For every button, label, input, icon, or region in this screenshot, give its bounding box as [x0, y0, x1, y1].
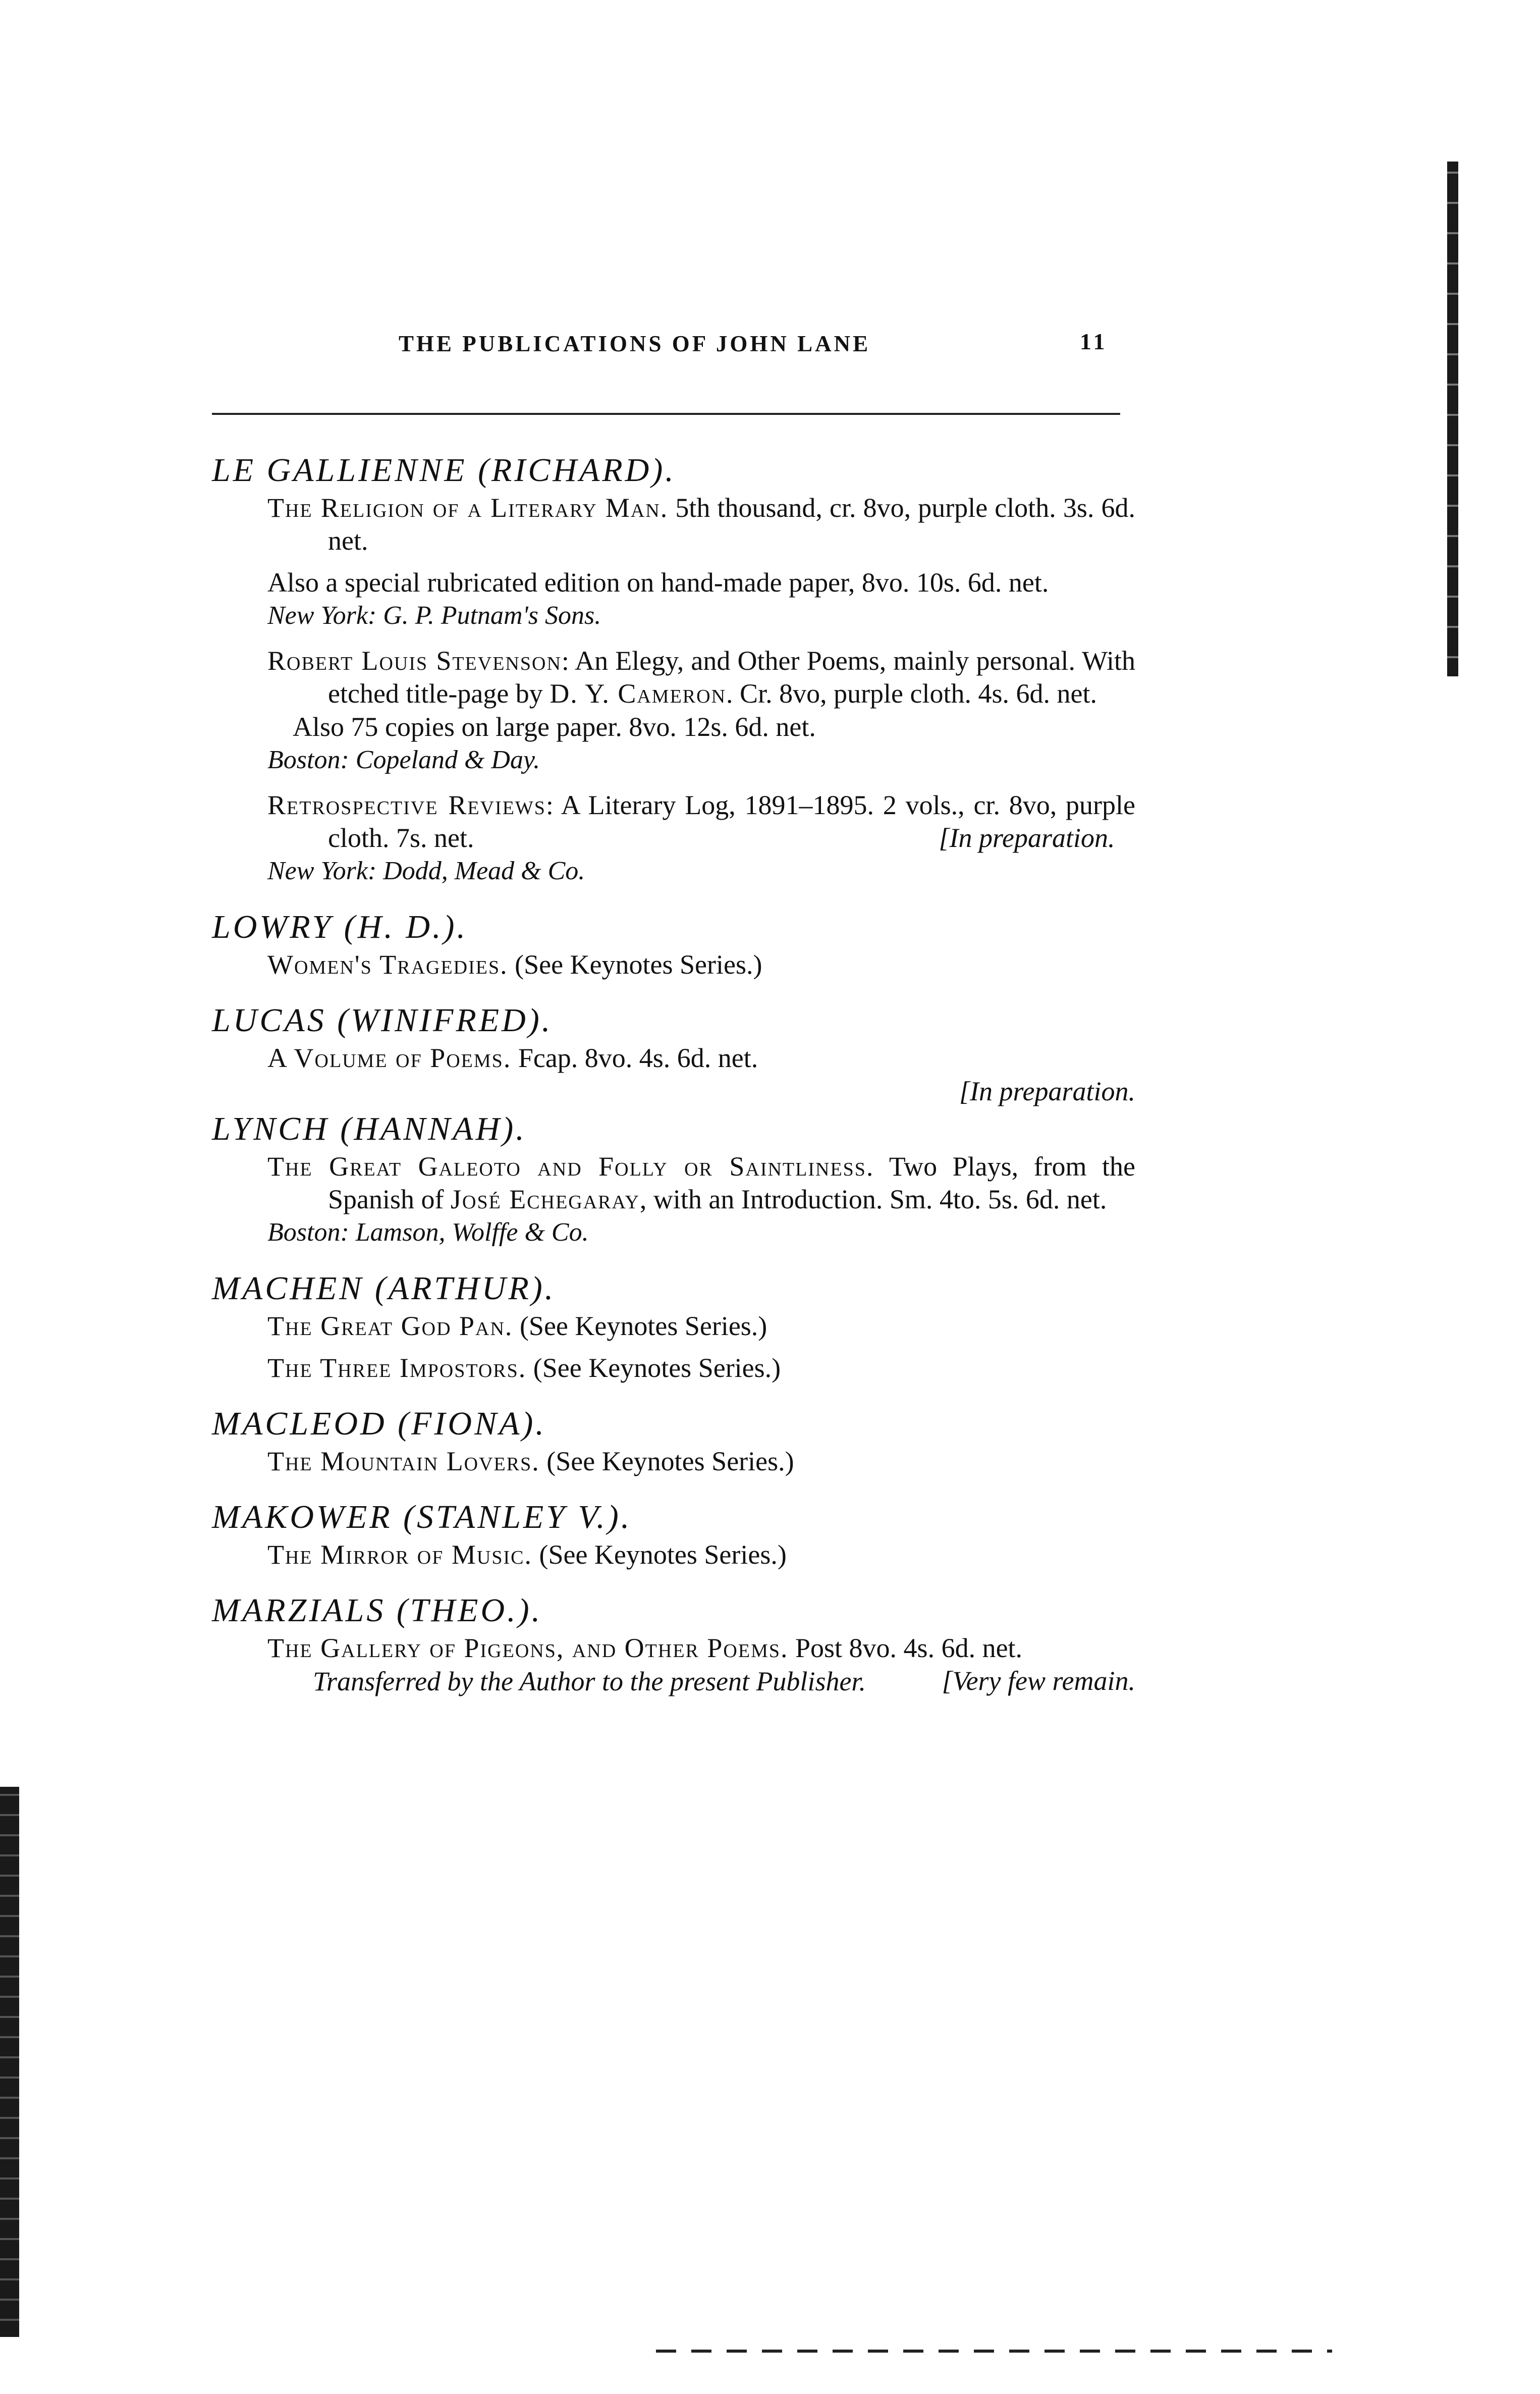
- author-heading-lynch: LYNCH (HANNAH).: [212, 1110, 527, 1147]
- scan-bottom-dashes: [656, 2350, 1332, 2353]
- imprint-dodd-mead: New York: Dodd, Mead & Co.: [267, 857, 585, 885]
- entry-mountain-lovers: [267, 1445, 1135, 1478]
- entry-title: Retrospective Reviews: [267, 790, 546, 820]
- entry-mirror-of-music: [267, 1538, 1135, 1571]
- entry-title: The Mirror of Music.: [267, 1539, 532, 1570]
- entry-title: A Volume of Poems.: [267, 1043, 512, 1073]
- entry-title: Women's Tragedies.: [267, 949, 508, 980]
- entry-details: Two Plays, from the Spanish of: [328, 1151, 1135, 1214]
- illustrator-name: D. Y. Cameron: [549, 678, 727, 709]
- header-rule: [212, 413, 1120, 415]
- running-title: THE PUBLICATIONS OF JOHN LANE: [399, 331, 871, 356]
- entry-details: (See Keynotes Series.): [508, 949, 762, 980]
- page-number: 11: [1080, 329, 1108, 354]
- entry-details-2: . Cr. 8vo, purple cloth. 4s. 6d. net.: [726, 678, 1097, 709]
- entry-great-god-pan: [267, 1310, 1135, 1343]
- author-heading-marzials: MARZIALS (THEO.).: [212, 1592, 543, 1629]
- scan-edge-artifact-left: [0, 1787, 19, 2337]
- entry-title: The Great God Pan.: [267, 1311, 513, 1341]
- entry-details: (See Keynotes Series.): [513, 1311, 767, 1341]
- status-very-few-remain: [Very few remain.: [942, 1666, 1135, 1696]
- imprint-lamson-wolffe: Boston: Lamson, Wolffe & Co.: [267, 1218, 589, 1247]
- entry-details: (See Keynotes Series.): [532, 1539, 787, 1570]
- entry-note-transferred: Transferred by the Author to the present Publisher.: [313, 1666, 866, 1696]
- entry-robert-louis-stevenson: [267, 645, 1135, 710]
- entry-note-special-edition: Also a special rubricated edition on hand-made paper, 8vo. 10s. 6d. net.: [267, 567, 1049, 598]
- author-heading-le-gallienne: LE GALLIENNE (RICHARD).: [212, 452, 676, 489]
- entry-title: Robert Louis Stevenson: [267, 646, 562, 676]
- entry-volume-of-poems: [267, 1042, 1135, 1075]
- entry-religion-of-a-literary-man: [267, 492, 1135, 557]
- catalogue-listing: [212, 449, 1135, 1698]
- entry-details: (See Keynotes Series.): [526, 1353, 781, 1383]
- entry-womens-tragedies: [267, 948, 1135, 981]
- entry-details: : A Literary Log, 1891–1895. 2 vols., cr. 8vo, purple cloth. 7s. net.: [328, 790, 1135, 853]
- status-in-preparation: [In preparation.: [939, 823, 1115, 853]
- entry-details: Post 8vo. 4s. 6d. net.: [788, 1633, 1023, 1663]
- imprint-copeland-day: Boston: Copeland & Day.: [267, 746, 540, 774]
- entry-details: Fcap. 8vo. 4s. 6d. net.: [511, 1043, 758, 1073]
- entry-details: : An Elegy, and Other Poems, mainly personal. With etched title-page by: [328, 646, 1135, 709]
- entry-details: (See Keynotes Series.): [539, 1446, 794, 1476]
- entry-title: The Gallery of Pigeons, and Other Poems.: [267, 1633, 789, 1663]
- entry-details-2: , with an Introduction. Sm. 4to. 5s. 6d. net.: [639, 1184, 1107, 1214]
- imprint-putnam: New York: G. P. Putnam's Sons.: [267, 601, 601, 630]
- author-heading-lucas: LUCAS (WINIFRED).: [212, 1002, 553, 1039]
- author-heading-lowry: LOWRY (H. D.).: [212, 909, 468, 945]
- entry-title: The Three Impostors.: [267, 1353, 527, 1383]
- scan-edge-artifact-right: [1447, 162, 1458, 676]
- entry-details: 5th thousand, cr. 8vo, purple cloth. 3s. 6d. net.: [328, 493, 1135, 556]
- entry-note-large-paper: Also 75 copies on large paper. 8vo. 12s. 6d. net.: [293, 712, 816, 742]
- entry-title: The Great Galeoto and Folly or Saintliness.: [267, 1151, 874, 1182]
- entry-three-impostors: [267, 1352, 1135, 1385]
- entry-title: The Mountain Lovers.: [267, 1446, 540, 1476]
- author-heading-machen: MACHEN (ARTHUR).: [212, 1270, 556, 1307]
- entry-great-galeoto: [267, 1150, 1135, 1216]
- status-in-preparation: [In preparation.: [959, 1076, 1135, 1106]
- playwright-name: José Echegaray: [451, 1184, 640, 1214]
- author-heading-makower: MAKOWER (STANLEY V.).: [212, 1499, 632, 1535]
- entry-title: The Religion of a Literary Man.: [267, 493, 669, 523]
- entry-retrospective-reviews: [267, 789, 1135, 855]
- author-heading-macleod: MACLEOD (FIONA).: [212, 1405, 546, 1442]
